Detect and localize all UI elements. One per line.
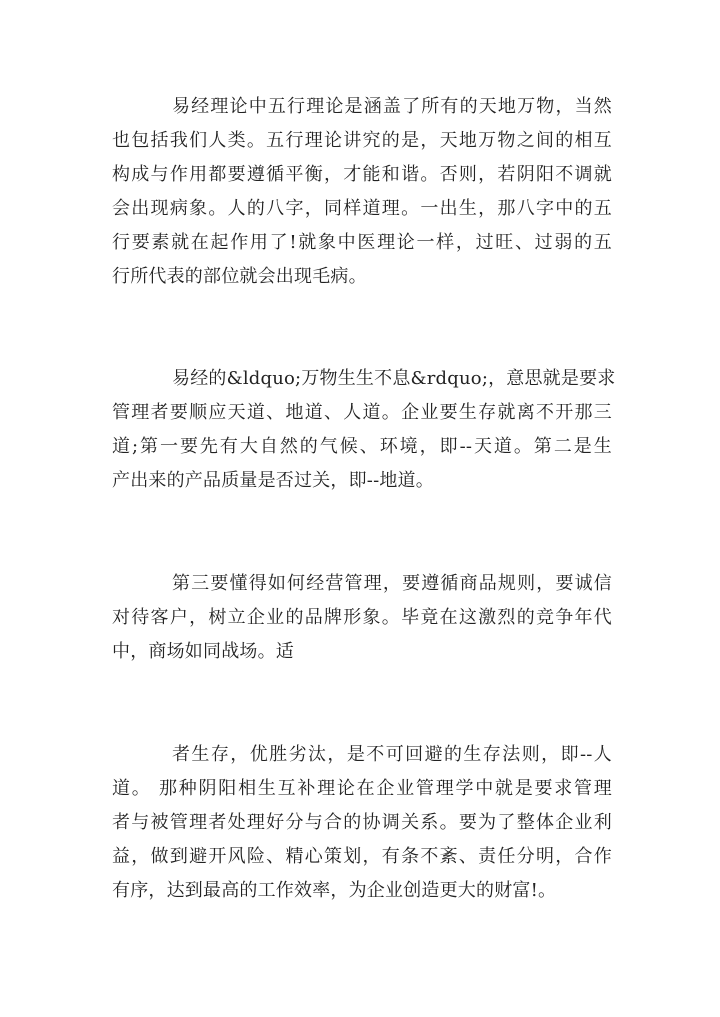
paragraph-management	[112, 567, 612, 669]
paragraph-line: 也包括我们人类。五行理论讲究的是，天地万物之间的相互	[112, 130, 612, 151]
paragraph-line: 中，商场如同战场。适	[112, 641, 294, 662]
paragraph-wuxing-theory	[112, 90, 612, 294]
paragraph-line: 产出来的产品质量是否过关，即--地道。	[112, 470, 434, 491]
paragraph-heaven-earth-way	[112, 362, 616, 498]
paragraph-line: 易经理论中五行理论是涵盖了所有的天地万物，当然	[172, 96, 612, 117]
paragraph-line: 有序，达到最高的工作效率，为企业创造更大的财富!。	[112, 880, 557, 901]
paragraph-line: 行要素就在起作用了!就象中医理论一样，过旺、过弱的五	[112, 232, 612, 253]
paragraph-line: 益，做到避开风险、精心策划，有条不紊、责任分明，合作	[112, 846, 612, 867]
paragraph-line: 道。 那种阴阳相生互补理论在企业管理学中就是要求管理	[112, 778, 612, 799]
paragraph-line: 者与被管理者处理好分与合的协调关系。要为了整体企业利	[112, 812, 612, 833]
paragraph-line: 会出现病象。人的八字，同样道理。一出生，那八字中的五	[112, 198, 612, 219]
paragraph-line: 道;第一要先有大自然的气候、环境，即--天道。第二是生	[112, 436, 612, 457]
paragraph-line: 者生存，优胜劣汰，是不可回避的生存法则，即--人	[172, 744, 612, 765]
paragraph-human-way	[112, 738, 612, 908]
paragraph-line: 构成与作用都要遵循平衡，才能和谐。否则，若阴阳不调就	[112, 164, 612, 185]
paragraph-line: 管理者要顺应天道、地道、人道。企业要生存就离不开那三	[112, 402, 612, 423]
paragraph-line: 行所代表的部位就会出现毛病。	[112, 266, 367, 287]
paragraph-line: 第三要懂得如何经营管理，要遵循商品规则，要诚信	[172, 573, 612, 594]
paragraph-line: 易经的&ldquo;万物生生不息&rdquo;，意思就是要求	[172, 368, 616, 389]
paragraph-line: 对待客户，树立企业的品牌形象。毕竟在这激烈的竞争年代	[112, 607, 612, 628]
